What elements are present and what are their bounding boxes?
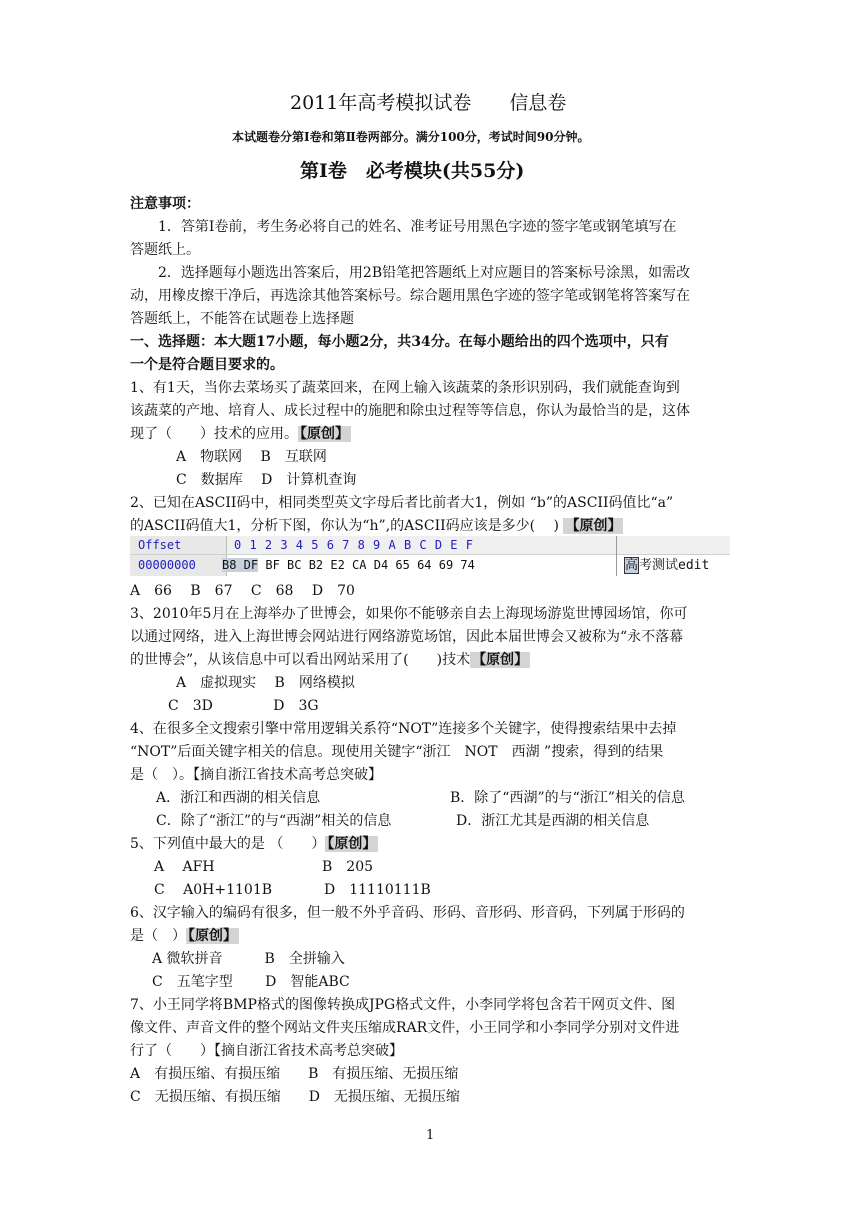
question-text: 是（ ） xyxy=(130,928,186,944)
part-heading: 一、选择题：本大题17小题，每小题2分，共34分。在每小题给出的四个选项中，只有 xyxy=(130,334,669,350)
question-option-c: C．除了“浙江”的与“西湖”相关的信息 xyxy=(156,813,392,829)
question-line xyxy=(130,515,623,537)
question-text: 的ASCII码值大1，分析下图，你认为“h”,的ASCII码应该是多少( ) xyxy=(130,518,560,534)
notice-line: 1．答第Ⅰ卷前，考生务必将自己的姓名、准考证号用黑色字迹的签字笔或钢笔填写在 xyxy=(158,219,677,235)
question-line xyxy=(130,423,351,445)
section-title: 第Ⅰ卷 必考模块(共55分) xyxy=(300,160,525,182)
hex-text-cursor: 高 xyxy=(625,558,639,573)
question-options: A 虚拟现实 B 网络模拟 xyxy=(176,675,355,691)
question-option-a: A AFH xyxy=(154,859,215,875)
part-heading: 一个是符合题目要求的。 xyxy=(130,357,284,373)
question-line: “NOT”后面关键字相关的信息。现使用关键字“浙江 NOT 西湖 ”搜索，得到的结果 xyxy=(130,744,664,760)
notice-heading: 注意事项： xyxy=(130,196,200,212)
notice-line: 答题纸上。 xyxy=(130,242,200,258)
question-text: 5、下列值中最大的是 （ ） xyxy=(130,836,326,852)
hex-offset-header: Offset xyxy=(130,536,227,554)
question-text: 现了（ ）技术的应用。 xyxy=(130,426,298,442)
source-tag: 【原创】 xyxy=(327,836,377,852)
question-option-a: A．浙江和西湖的相关信息 xyxy=(156,790,321,806)
question-options: A 物联网 B 互联网 xyxy=(176,449,327,465)
source-tag: 【原创】 xyxy=(300,426,349,442)
source-tag: 【原创】 xyxy=(565,518,622,534)
question-line: 4、在很多全文搜索引擎中常用逻辑关系符“NOT”连接多个关键字，使得搜索结果中去掉 xyxy=(130,721,677,737)
hex-offset: 00000000 xyxy=(130,555,227,576)
question-line xyxy=(130,764,382,786)
question-line: 7、小王同学将BMP格式的图像转换成JPG格式文件，小李同学将包含若干网页文件、图 xyxy=(130,997,676,1013)
question-options: C 3D D 3G xyxy=(168,698,319,714)
notice-line: 动，用橡皮擦干净后，再选涂其他答案标号。综合题用黑色字迹的签字笔或钢笔将答案写在 xyxy=(130,288,690,304)
question-line: 6、汉字输入的编码有很多，但一般不外乎音码、形码、音形码、形音码，下列属于形码的 xyxy=(130,905,685,921)
question-option-b: B 205 xyxy=(322,859,374,875)
question-line: 3、2010年5月在上海举办了世博会，如果你不能够亲自去上海现场游览世博园场馆，你可 xyxy=(130,606,688,622)
hex-editor-figure xyxy=(130,536,730,576)
question-text: 是（ ）。 xyxy=(130,767,193,783)
hex-column-labels: 0 1 2 3 4 5 6 7 8 9 A B C D E F xyxy=(234,538,474,552)
question-line: 该蔬菜的产地、培育人、成长过程中的施肥和除虫过程等等信息，你认为最恰当的是，这体 xyxy=(130,403,690,419)
question-line xyxy=(130,649,530,671)
hex-divider xyxy=(616,536,617,576)
question-line xyxy=(130,1040,403,1062)
question-options: A 66 B 67 C 68 D 70 xyxy=(130,583,355,599)
question-line: 像文件、声音文件的整个网站文件夹压缩成RAR文件，小王同学和小李同学分别对文件进 xyxy=(130,1020,680,1036)
page-subtitle: 本试题卷分第Ⅰ卷和第Ⅱ卷两部分。满分100分，考试时间90分钟。 xyxy=(232,130,590,144)
notice-line: 答题纸上，不能答在试题卷上选择题 xyxy=(130,311,354,327)
question-option-d: D 11110111B xyxy=(324,882,431,898)
notice-line: 2．选择题每小题选出答案后，用2B铅笔把答题纸上对应题目的答案标号涂黑，如需改 xyxy=(158,265,691,281)
page-title: 2011年高考模拟试卷 信息卷 xyxy=(290,92,567,114)
question-option-c: C A0H+1101B xyxy=(154,882,273,898)
question-text: 的世博会”，从该信息中可以看出网站采用了( )技术 xyxy=(130,652,471,668)
question-line: 以通过网络，进入上海世博会网站进行网络游览场馆，因此本届世博会又被称为“永不落幕 xyxy=(130,629,684,645)
question-option-b: B．除了“西湖”的与“浙江”相关的信息 xyxy=(450,790,685,806)
page-number: 1 xyxy=(426,1128,435,1143)
question-options: C 数据库 D 计算机查询 xyxy=(176,472,357,488)
question-options: C 无损压缩、有损压缩 D 无损压缩、无损压缩 xyxy=(130,1089,460,1105)
question-option-d: D．浙江尤其是西湖的相关信息 xyxy=(456,813,650,829)
question-text: 行了（ ） xyxy=(130,1043,214,1059)
source-tag: 【摘自浙江省技术高考总突破】 xyxy=(214,1043,403,1059)
question-line: 2、已知在ASCII码中，相同类型英文字母后者比前者大1，例如 “b”的ASCII码值比“a” xyxy=(130,495,674,511)
question-line xyxy=(130,925,239,947)
question-line: 1、有1天，当你去菜场买了蔬菜回来，在网上输入该蔬菜的条形识别码，我们就能查询到 xyxy=(130,380,680,396)
hex-bytes-rest: BF BC B2 E2 CA D4 65 64 69 74 xyxy=(258,558,475,572)
hex-bytes xyxy=(222,555,475,576)
source-tag: 【原创】 xyxy=(472,652,529,668)
hex-bytes-selected: B8 DF xyxy=(222,558,259,572)
hex-text: 考测试edit xyxy=(639,558,710,573)
hex-text-column xyxy=(624,555,709,576)
question-options: A 有损压缩、有损压缩 B 有损压缩、无损压缩 xyxy=(130,1066,459,1082)
question-options: A 微软拼音 B 全拼输入 xyxy=(152,951,345,967)
source-tag: 【摘自浙江省技术高考总突破】 xyxy=(193,767,382,783)
hex-header-row xyxy=(130,536,730,555)
question-line xyxy=(130,833,378,855)
source-tag: 【原创】 xyxy=(188,928,237,944)
question-options: C 五笔字型 D 智能ABC xyxy=(152,974,350,990)
